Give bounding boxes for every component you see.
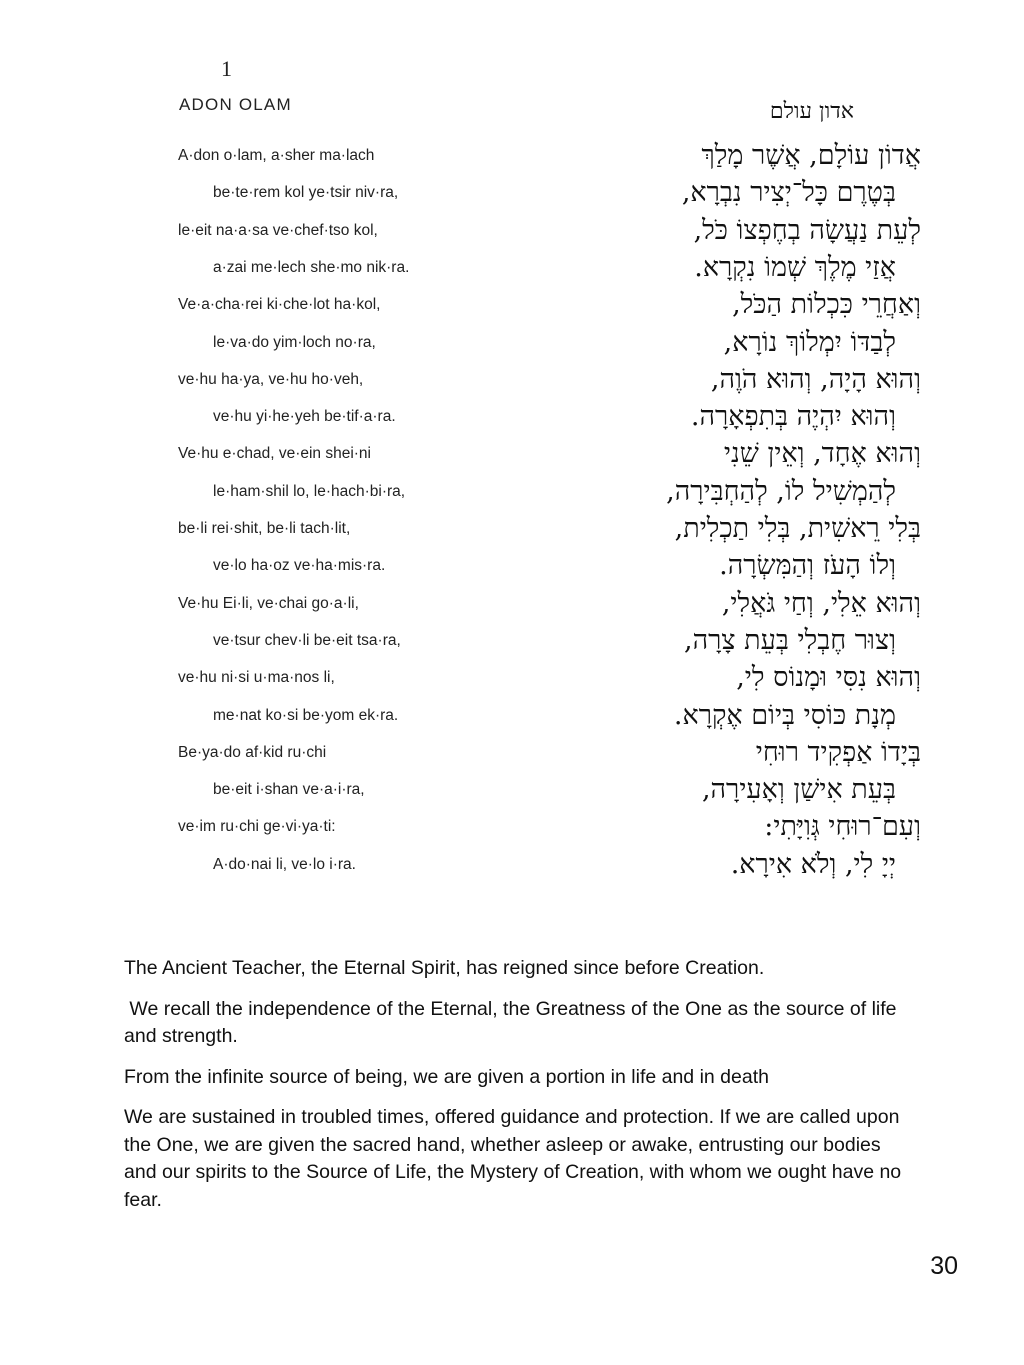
english-paragraph: The Ancient Teacher, the Eternal Spirit, has reigned since before Creation. bbox=[124, 957, 765, 979]
transliteration-line: Be·ya·do af·kid ru·chi bbox=[178, 743, 327, 761]
hebrew-line: אֲדוֹן עוֹלָם, אֲשֶׁר מָלַךְ bbox=[701, 140, 921, 171]
transliteration-line: ve·tsur chev·li be·eit tsa·ra, bbox=[213, 631, 401, 649]
transliteration-line: be·li rei·shit, be·li tach·lit, bbox=[178, 520, 351, 537]
hebrew-line: וְהוּא יִהְיֶה בְּתִפְאָרָה. bbox=[690, 401, 896, 433]
transliteration-line: me·nat ko·si be·yom ek·ra. bbox=[213, 706, 399, 724]
hebrew-line: לְהַמְשִׁיל לוֹ, לְהַחְבִּירָה, bbox=[666, 475, 896, 507]
hebrew-line: אֲזַי מֶלֶךְ שְׁמוֹ נִקְרָא. bbox=[694, 251, 896, 283]
hebrew-line: וְעִם־רוּחִי גְּוִיָּתִי: bbox=[764, 811, 921, 843]
hebrew-line: וְהוּא אֵלִי, וְחַי גֹּאֲלִי, bbox=[721, 587, 921, 619]
page-number: 30 bbox=[930, 1252, 958, 1280]
title-hebrew: אדון עולם bbox=[769, 99, 854, 124]
english-paragraph: We recall the independence of the Eternal, the Greatness of the One as the source of life and strength. bbox=[124, 997, 902, 1047]
hebrew-line: לְעֵת נַעֲשָׂה בְחֶפְצוֹ כֹּל, bbox=[693, 214, 921, 246]
hebrew-line: וְאַחֲרֵי כִּכְלוֹת הַכֹּל, bbox=[732, 289, 921, 321]
transliteration-line: a·zai me·lech she·mo nik·ra. bbox=[213, 258, 410, 276]
english-paragraph: From the infinite source of being, we are given a portion in life and in death bbox=[124, 1065, 769, 1088]
transliteration-line: be·eit i·shan ve·a·i·ra, bbox=[213, 781, 365, 799]
hebrew-line: וְהוּא אֶחָד, וְאֵין שֵׁנִי bbox=[723, 438, 921, 470]
transliteration-line: ve·hu yi·he·yeh be·tif·a·ra. bbox=[213, 408, 396, 426]
transliteration-line: A·don o·lam, a·sher ma·lach bbox=[178, 147, 375, 164]
hebrew-line: וְלוֹ הָעֹז וְהַמִּשְׂרָה. bbox=[719, 550, 896, 582]
transliteration-line: ve·lo ha·oz ve·ha·mis·ra. bbox=[213, 557, 386, 575]
transliteration-line: Ve·hu e·chad, ve·ein shei·ni bbox=[178, 445, 372, 463]
hebrew-line: מְנָת כּוֹסִי בְּיוֹם אֶקְרָא. bbox=[673, 699, 896, 731]
transliteration-line: ve·hu ha·ya, ve·hu ho·veh, bbox=[178, 370, 364, 388]
english-translation bbox=[124, 955, 904, 1227]
transliteration-line: Ve·a·cha·rei ki·che·lot ha·kol, bbox=[178, 296, 381, 314]
english-paragraph: We are sustained in troubled times, offered guidance and protection. If we are called upon the One, we are given the sacred hand, whether asleep or awake, entrusting our bodies and our spirits to the Source of Life, the Mystery of Creation, with whom we ought have no fear. bbox=[124, 1106, 902, 1211]
hebrew-line: בְּלִי רֵאשִׁית, בְּלִי תַכְלִית, bbox=[674, 513, 921, 544]
hebrew-line: וְהוּא הָיָה, וְהוּא הֹוֶה, bbox=[710, 363, 921, 395]
hebrew-line: יְיָ לִי, וְלֹא אִירָא. bbox=[730, 848, 896, 880]
transliteration-line: le·eit na·a·sa ve·chef·tso kol, bbox=[178, 221, 378, 239]
transliteration-line: be·te·rem kol ye·tsir niv·ra, bbox=[213, 184, 399, 202]
hebrew-line: בְּטֶרֶם כָּל־יְצִיר נִבְרָא, bbox=[681, 177, 896, 209]
transliteration-line: A·do·nai li, ve·lo i·ra. bbox=[213, 855, 356, 873]
title-transliterated: ADON OLAM bbox=[179, 95, 292, 114]
transliteration-line: ve·im ru·chi ge·vi·ya·ti: bbox=[178, 818, 336, 836]
hebrew-line: בְּיָדוֹ אַפְקִיד רוּחִי bbox=[755, 736, 921, 768]
transliteration-line: le·ham·shil lo, le·hach·bi·ra, bbox=[213, 482, 406, 500]
transliteration-line: le·va·do yim·loch no·ra, bbox=[213, 333, 376, 351]
hebrew-line: בְּעֵת אִישַׁן וְאָעִירָה, bbox=[701, 774, 896, 806]
hebrew-line: וְצוּר חֶבְלִי בְּעֵת צָרָה, bbox=[684, 624, 896, 656]
section-number: 1 bbox=[221, 56, 232, 81]
transliteration-line: Ve·hu Ei·li, ve·chai go·a·li, bbox=[178, 594, 359, 612]
hebrew-line: לְבַדּוֹ יִמְלוֹךְ נוֹרָא, bbox=[723, 326, 896, 358]
transliteration-line: ve·hu ni·si u·ma·nos li, bbox=[178, 669, 335, 687]
hebrew-line: וְהוּא נִסִּי וּמָנוֹס לִי, bbox=[736, 662, 921, 694]
